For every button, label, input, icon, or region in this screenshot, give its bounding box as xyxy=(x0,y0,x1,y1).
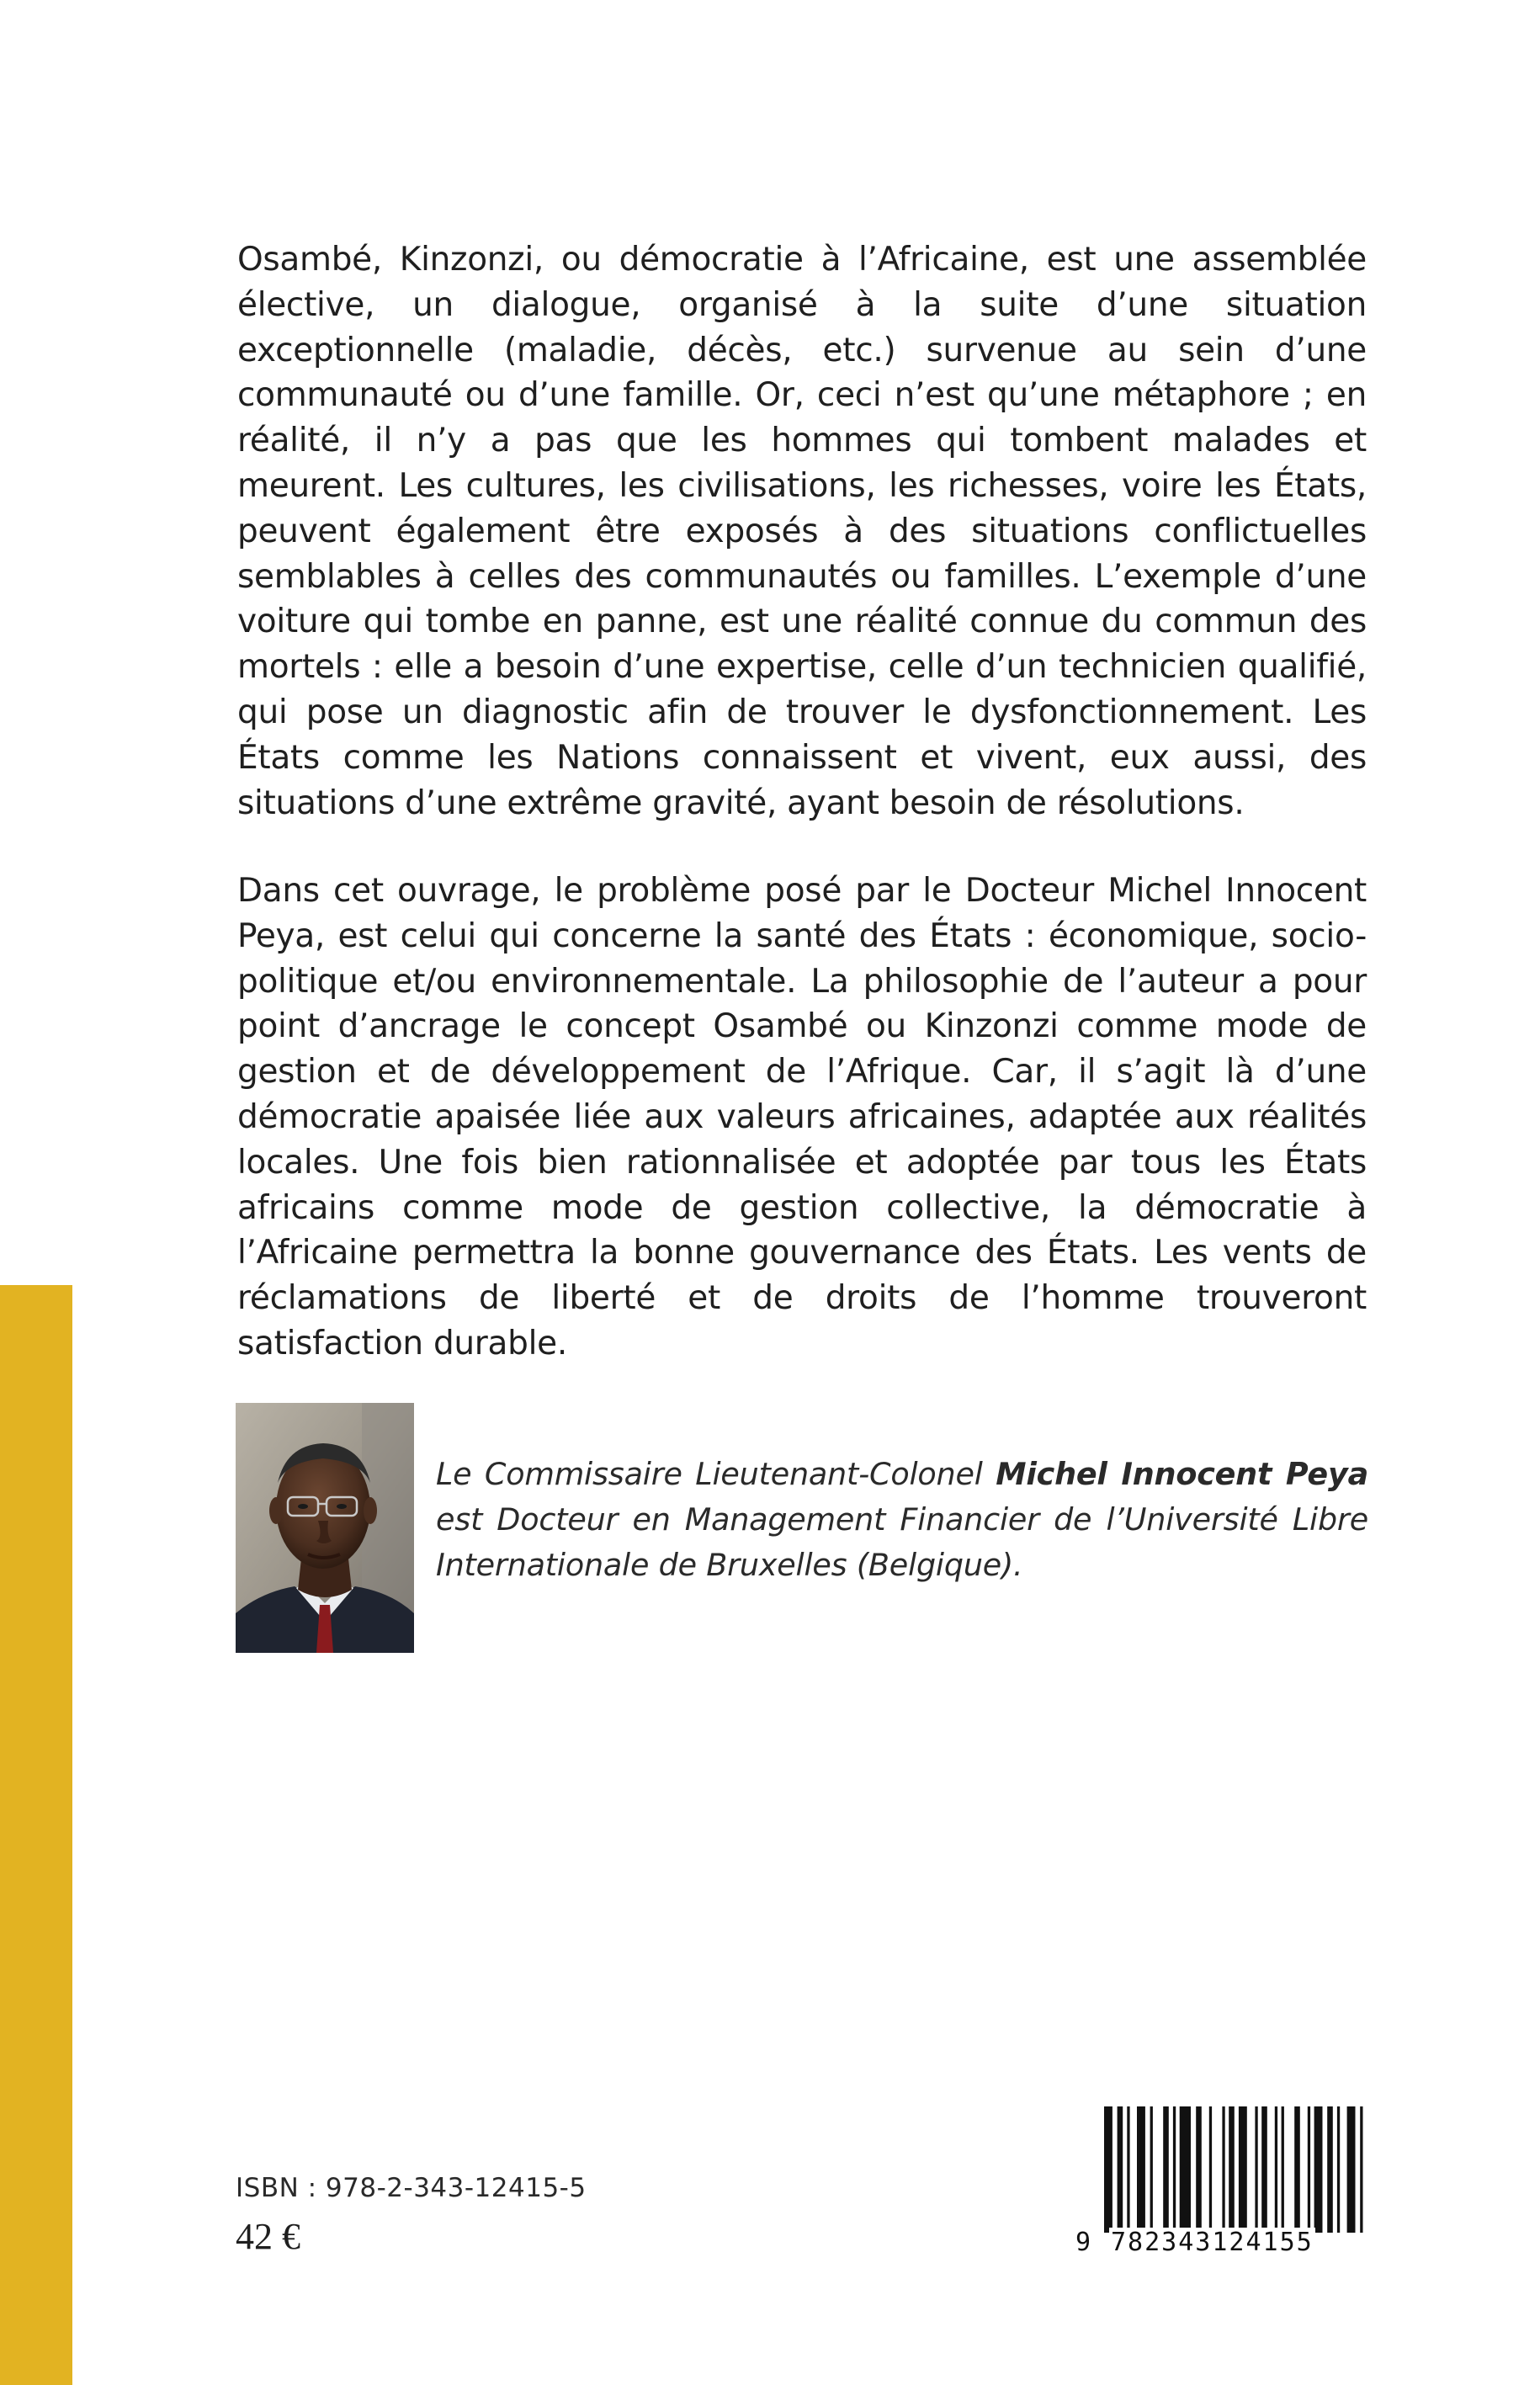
barcode-bar xyxy=(1308,2106,1310,2233)
barcode-bar xyxy=(1196,2106,1202,2233)
barcode-remaining-digits: 782343124155 xyxy=(1111,2228,1314,2257)
barcode-bar xyxy=(1118,2106,1123,2233)
barcode-bar xyxy=(1314,2106,1323,2233)
author-portrait-icon xyxy=(236,1403,414,1653)
author-photo xyxy=(236,1403,414,1653)
barcode-bar xyxy=(1261,2106,1267,2233)
barcode-first-digit: 9 xyxy=(1075,2228,1093,2257)
price-label: 42 € xyxy=(236,2216,300,2257)
barcode-icon xyxy=(1075,2106,1367,2233)
barcode-bar xyxy=(1275,2106,1277,2233)
author-bio-suffix: est Docteur en Management Financier de l’Université Libre Internationale de Bruxelles (Belgique). xyxy=(436,1501,1368,1583)
isbn-label: ISBN : 978-2-343-12415-5 xyxy=(236,2173,587,2203)
author-name: Michel Innocent Peya xyxy=(996,1456,1368,1492)
barcode-bar xyxy=(1209,2106,1212,2233)
summary-paragraph-1-text: Osambé, Kinzonzi, ou démocratie à l’Africaine, est une assemblée élective, un dialogue, organisé à la suite d’une situation exceptionnelle (maladie, décès, etc.) survenue au sein d’une communauté ou d’une famille. Or, ceci n’est qu’une métaphore ; en réalité, il n’y a pas que les hommes qui tombent malades et meurent. Les cultures, les civilisations, les richesses, voire les États, peuvent également être exposés à des situations conflictuelles semblables à celles des communautés ou familles. L’exemple d’une voiture qui tombe en panne, est une réalité connue du commun des mortels : elle a besoin d’une expertise, celle d’un technicien qualifié, qui pose un diagnostic afin de trouver le dysfonctionnement. Les États comme les Nations connaissent et vivent, eux aussi, des situations d’une extrême gravité, ayant besoin de résolutions. xyxy=(237,241,1367,822)
barcode-bar xyxy=(1229,2106,1235,2233)
author-bio-prefix: Le Commissaire Lieutenant-Colonel xyxy=(436,1456,996,1492)
barcode-bar xyxy=(1337,2106,1340,2233)
barcode-bar xyxy=(1360,2106,1362,2233)
barcode-bar xyxy=(1150,2106,1153,2233)
barcode-bar xyxy=(1104,2106,1113,2233)
barcode-bar xyxy=(1137,2106,1145,2233)
summary-paragraph-1 xyxy=(237,237,1367,826)
barcode-bar xyxy=(1163,2106,1169,2233)
barcode-bar xyxy=(1255,2106,1257,2233)
summary-paragraph-2-text: Dans cet ouvrage, le problème posé par le Docteur Michel Innocent Peya, est celui qui concerne la santé des États : économique, socio-politique et/ou environnementale. La philosophie de l’auteur a pour point d’ancrage le concept Osambé ou Kinzonzi comme mode de gestion et de développement de l’Afrique. Car, il s’agit là d’une démocratie apaisée liée aux valeurs africaines, adaptée aux réalités locales. Une fois bien rationnalisée et adoptée par tous les États africains comme mode de gestion collective, la démocratie à l’Africaine permettra la bonne gouvernance des États. Les vents de réclamations de liberté et de droits de l’homme trouveront satisfaction durable. xyxy=(237,872,1367,1362)
author-bio xyxy=(436,1452,1368,1588)
barcode-bar xyxy=(1222,2106,1224,2233)
barcode-bar xyxy=(1294,2106,1300,2233)
barcode-bar xyxy=(1127,2106,1129,2233)
barcode-bar xyxy=(1180,2106,1191,2233)
summary-paragraph-2 xyxy=(237,868,1367,1367)
barcode-bar xyxy=(1282,2106,1284,2233)
barcode-bar xyxy=(1173,2106,1176,2233)
barcode-bar xyxy=(1239,2106,1247,2233)
barcode-bar xyxy=(1327,2106,1333,2233)
spine-color-band xyxy=(0,1285,72,2385)
barcode-bar xyxy=(1347,2106,1356,2233)
